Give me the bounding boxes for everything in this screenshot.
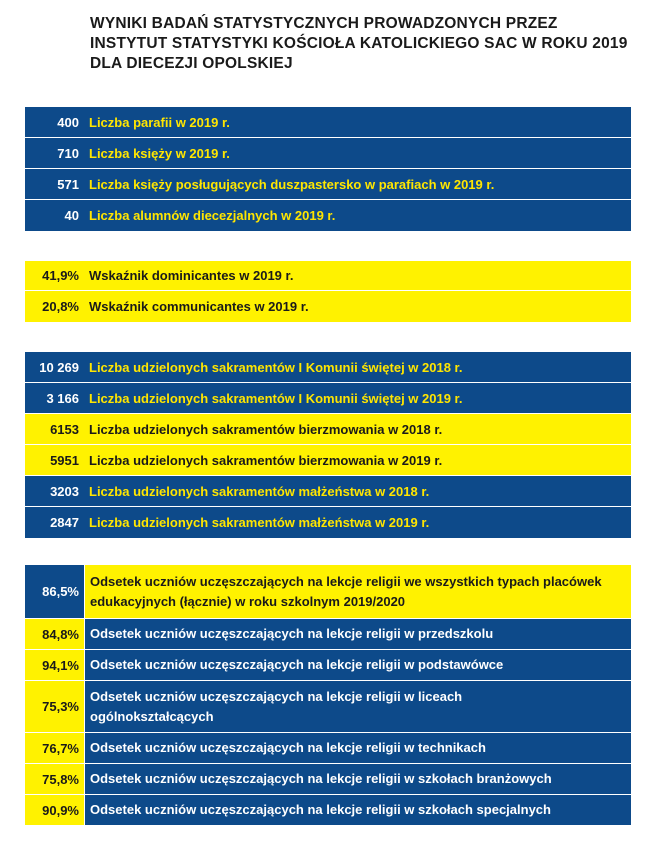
stat-label: Odsetek uczniów uczęszczających na lekcje religii w liceach ogólnokształcących xyxy=(85,681,631,732)
table-row xyxy=(25,291,631,322)
stat-value: 400 xyxy=(57,114,79,130)
stat-label: Liczba księży w 2019 r. xyxy=(89,145,230,161)
table-row xyxy=(25,619,631,650)
table-row xyxy=(25,507,631,538)
stat-value: 41,9% xyxy=(42,268,79,283)
table-row xyxy=(25,383,631,414)
table-row xyxy=(25,476,631,507)
stat-value: 6153 xyxy=(50,421,79,437)
stat-value: 2847 xyxy=(50,515,79,530)
stat-value: 76,7% xyxy=(25,733,85,763)
table-row xyxy=(25,764,631,795)
stat-label: Wskaźnik communicantes w 2019 r. xyxy=(89,299,309,314)
table-row xyxy=(25,795,631,826)
table-row xyxy=(25,681,631,733)
table-row xyxy=(25,169,631,200)
table-row xyxy=(25,445,631,476)
stat-value: 20,8% xyxy=(42,299,79,314)
stat-label: Liczba udzielonych sakramentów I Komunii świętej w 2018 r. xyxy=(89,359,463,375)
section-attendance-indicators xyxy=(25,261,631,322)
stat-value: 3 166 xyxy=(46,390,79,406)
table-row xyxy=(25,414,631,445)
section-clergy-stats xyxy=(25,107,631,231)
title-line-1: WYNIKI BADAŃ STATYSTYCZNYCH PROWADZONYCH PRZEZ xyxy=(90,15,558,32)
table-row xyxy=(25,650,631,681)
stat-label: Liczba udzielonych sakramentów małżeństwa w 2018 r. xyxy=(89,483,430,499)
stat-value: 90,9% xyxy=(25,795,85,825)
stat-value: 10 269 xyxy=(39,359,79,375)
stat-value: 75,8% xyxy=(25,764,85,794)
stat-label: Liczba parafii w 2019 r. xyxy=(89,114,230,130)
stat-value: 84,8% xyxy=(25,619,85,649)
title-line-2: INSTYTUT STATYSTYKI KOŚCIOŁA KATOLICKIEGO SAC W ROKU 2019 xyxy=(90,35,628,52)
stat-value: 86,5% xyxy=(25,565,85,618)
stat-value: 40 xyxy=(64,208,79,223)
stat-label: Odsetek uczniów uczęszczających na lekcje religii we wszystkich typach placówek edukacyjnych (łącznie) w roku szkolnym 2019/2020 xyxy=(85,565,631,618)
stat-label: Odsetek uczniów uczęszczających na lekcje religii w podstawówce xyxy=(85,650,631,680)
stat-label: Odsetek uczniów uczęszczających na lekcje religii w szkołach specjalnych xyxy=(85,795,631,825)
stat-label: Liczba księży posługujących duszpastersko w parafiach w 2019 r. xyxy=(89,176,495,192)
page-title xyxy=(90,14,630,74)
table-row xyxy=(25,352,631,383)
stat-label: Liczba udzielonych sakramentów bierzmowania w 2018 r. xyxy=(89,421,443,437)
section-sacraments xyxy=(25,352,631,538)
table-row xyxy=(25,261,631,291)
stat-value: 3203 xyxy=(50,483,79,499)
table-row xyxy=(25,138,631,169)
stat-label: Liczba udzielonych sakramentów I Komunii świętej w 2019 r. xyxy=(89,390,463,406)
stat-label: Odsetek uczniów uczęszczających na lekcje religii w szkołach branżowych xyxy=(85,764,631,794)
table-row xyxy=(25,565,631,619)
stat-label: Wskaźnik dominicantes w 2019 r. xyxy=(89,268,294,283)
stat-label: Liczba udzielonych sakramentów małżeństwa w 2019 r. xyxy=(89,515,430,530)
table-row xyxy=(25,733,631,764)
table-row xyxy=(25,107,631,138)
section-religion-lessons xyxy=(25,565,631,826)
stat-label: Liczba alumnów diecezjalnych w 2019 r. xyxy=(89,208,336,223)
table-row xyxy=(25,200,631,231)
stat-value: 571 xyxy=(57,176,79,192)
stat-label: Liczba udzielonych sakramentów bierzmowania w 2019 r. xyxy=(89,452,443,468)
stat-label: Odsetek uczniów uczęszczających na lekcje religii w technikach xyxy=(85,733,631,763)
stat-value: 710 xyxy=(57,145,79,161)
stat-value: 75,3% xyxy=(25,681,85,732)
stat-label: Odsetek uczniów uczęszczających na lekcje religii w przedszkolu xyxy=(85,619,631,649)
title-line-3: DLA DIECEZJI OPOLSKIEJ xyxy=(90,55,293,72)
stat-value: 94,1% xyxy=(25,650,85,680)
stat-value: 5951 xyxy=(50,452,79,468)
